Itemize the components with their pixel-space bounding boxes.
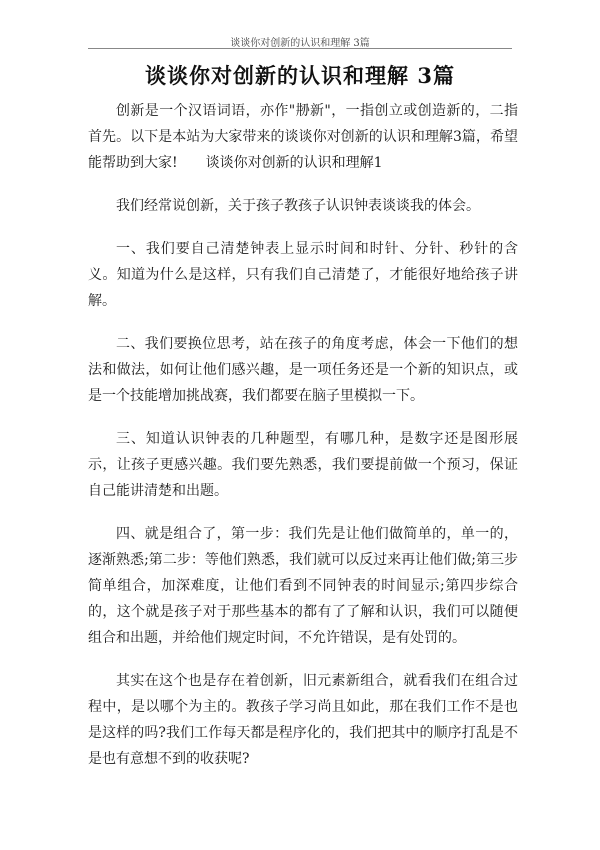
paragraph-3: 二、我们要换位思考，站在孩子的角度考虑，体会一下他们的想法和做法，如何让他们感兴趣，是一项任务还是一个新的知识点，或是一个技能增加挑战赛，我们都要在脑子里模拟一下。 <box>88 336 518 404</box>
running-header: 谈谈你对创新的认识和理解 3篇 <box>230 38 370 49</box>
paragraph-6: 其实在这个也是存在着创新，旧元素新组合，就看我们在组合过程中，是以哪个为主的。教孩子学习尚且如此，那在我们工作不是也是这样的吗?我们工作每天都是程序化的，我们把其中的顺序打乱是不是也有意想不到的收获呢? <box>88 673 518 767</box>
paragraph-intro: 创新是一个汉语词语，亦作"刱新"，一指创立或创造新的，二指首先。以下是本站为大家带来的谈谈你对创新的认识和理解3篇，希望能帮助到大家! 谈谈你对创新的认识和理解1 <box>88 103 518 171</box>
document-body <box>88 98 518 789</box>
paragraph-5: 四、就是组合了，第一步：我们先是让他们做简单的，单一的，逐渐熟悉;第二步：等他们熟悉，我们就可以反过来再让他们做;第三步简单组合，加深难度，让他们看到不同钟表的时间显示;第四步综合的，这个就是孩子对于那些基本的都有了了解和认识，我们可以随便组合和出题，并给他们规定时间，不允许错误，是有处罚的。 <box>88 526 518 646</box>
header-divider <box>88 48 512 49</box>
paragraph-2: 一、我们要自己清楚钟表上显示时间和时针、分针、秒针的含义。知道为什么是这样，只有我们自己清楚了，才能很好地给孩子讲解。 <box>88 241 518 309</box>
paragraph-1: 我们经常说创新，关于孩子教孩子认识钟表谈谈我的体会。 <box>116 198 480 214</box>
paragraph-4: 三、知道认识钟表的几种题型，有哪几种，是数字还是图形展示，让孩子更感兴趣。我们要先熟悉，我们要提前做一个预习，保证自己能讲清楚和出题。 <box>88 431 518 499</box>
document-title: 谈谈你对创新的认识和理解 3篇 <box>145 63 455 88</box>
